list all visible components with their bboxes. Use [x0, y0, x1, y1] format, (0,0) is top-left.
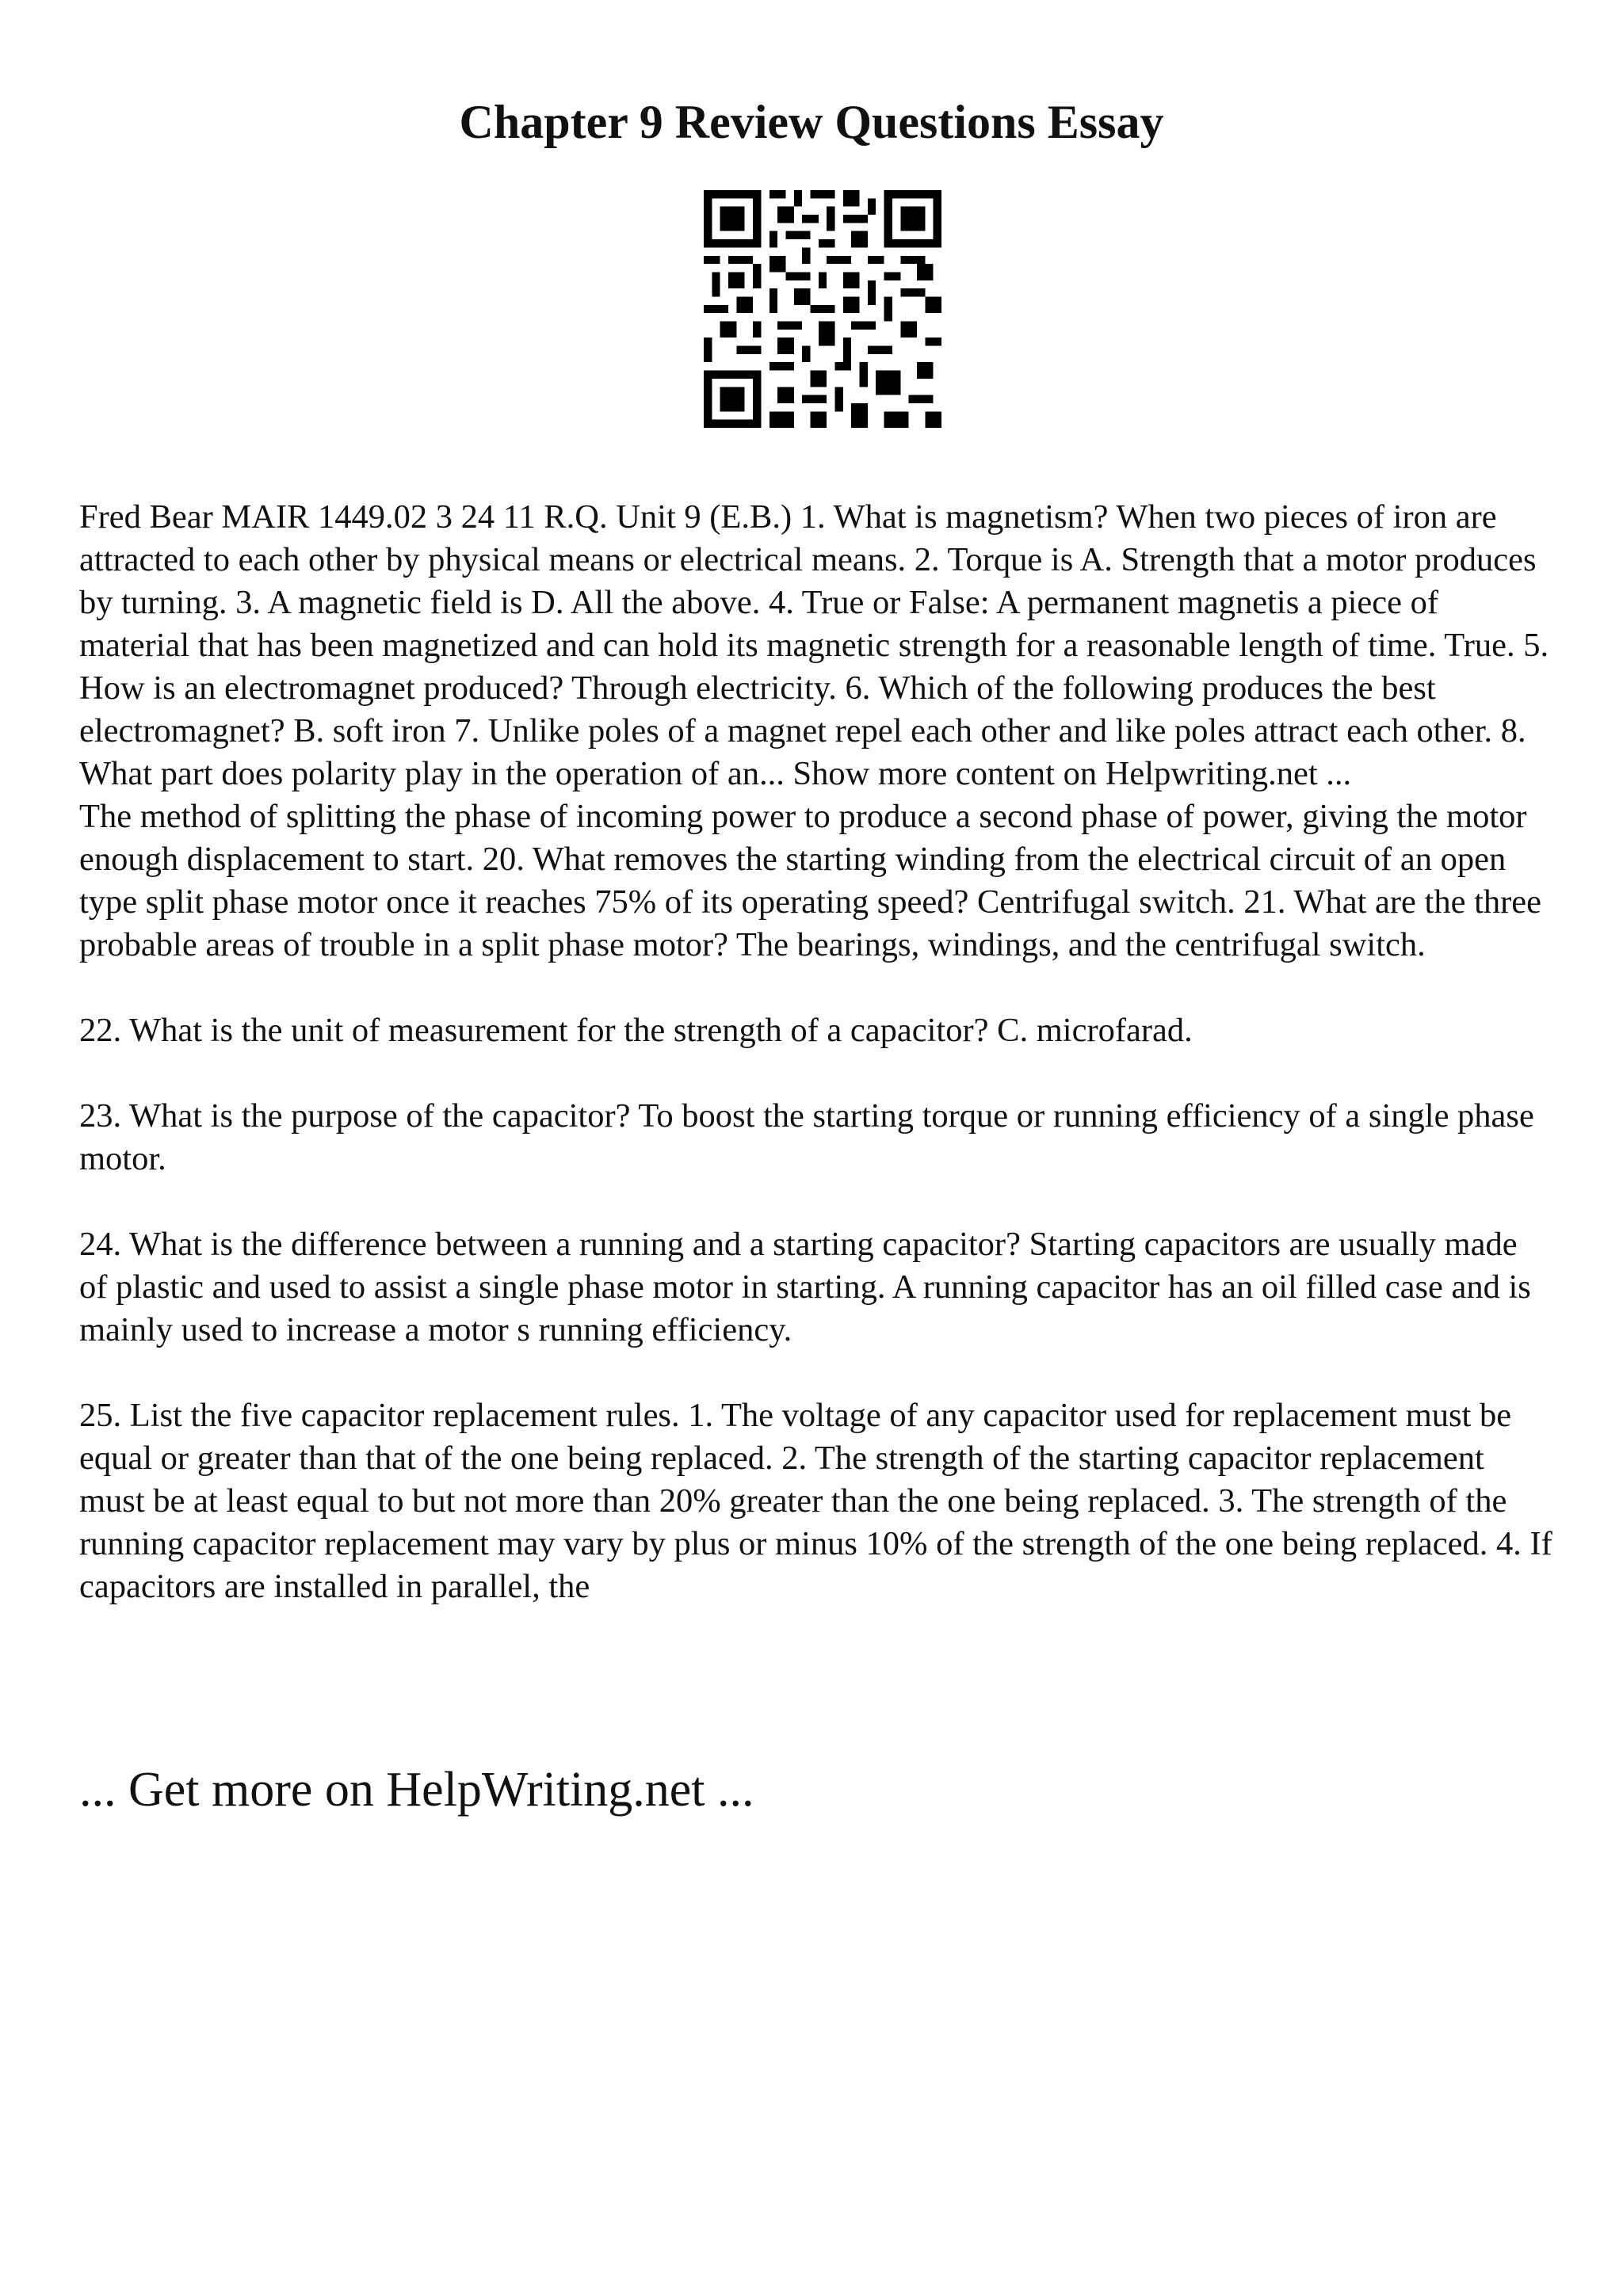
page-title: Chapter 9 Review Questions Essay [459, 96, 1164, 148]
paragraph-split-phase: The method of splitting the phase of incoming power to produce a second phase of power, giving the motor enough displacement to start. 20. What removes the starting winding from the electrical circuit of an open type split phase motor once it reaches 75% of its operating speed? Centrifugal switch. 21. What are the three probable areas of trouble in a split phase motor? The bearings, windings, and the centrifugal switch. [79, 798, 1542, 963]
paragraph-intro: Fred Bear MAIR 1449.02 3 24 11 R.Q. Unit 9 (E.B.) 1. What is magnetism? When two pieces of iron are attracted to each other by physical means or electrical means. 2. Torque is A. Strength that a motor produces by turning. 3. A magnetic field is D. All the above. 4. True or False: A permanent magnetis a piece of material that has been magnetized and can hold its magnetic strength for a reasonable length of time. True. 5. How is an electromagnet produced? Through electricity. 6. Which of the following produces the best electromagnet? B. soft iron 7. Unlike poles of a magnet repel each other and like poles attract each other. 8. What part does polarity play in the operation of an... Show more content on Helpwriting.net ... [79, 498, 1549, 792]
get-more-link[interactable]: ... Get more on HelpWriting.net ... [79, 1763, 754, 1817]
paragraph-q25: 25. List the five capacitor replacement rules. 1. The voltage of any capacitor used for replacement must be equal or greater than that of the one being replaced. 2. The strength of the starting capacitor replacement must be at least equal to but not more than 20% greater than the one being replaced. 3. The strength of the running capacitor replacement may vary by plus or minus 10% of the strength of the one being replaced. 4. If capacitors are installed in parallel, the [79, 1397, 1552, 1605]
essay-body [79, 496, 1553, 1608]
qr-code-icon[interactable] [704, 190, 941, 428]
paragraph-q23: 23. What is the purpose of the capacitor? To boost the starting torque or running efficiency of a single phase motor. [79, 1097, 1534, 1177]
paragraph-q24: 24. What is the difference between a running and a starting capacitor? Starting capacitors are usually made of plastic and used to assist a single phase motor in starting. A running capacitor has an oil filled case and is mainly used to increase a motor s running efficiency. [79, 1226, 1531, 1348]
paragraph-q22: 22. What is the unit of measurement for the strength of a capacitor? C. microfarad. [79, 1012, 1193, 1049]
